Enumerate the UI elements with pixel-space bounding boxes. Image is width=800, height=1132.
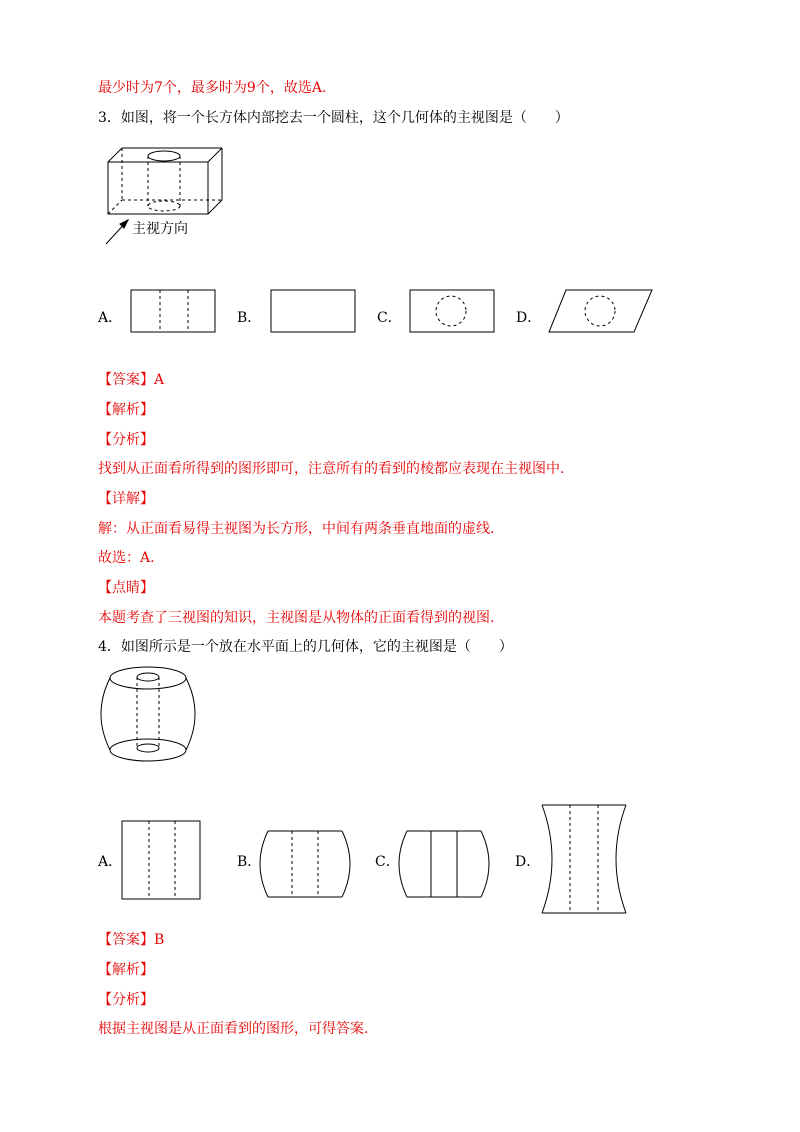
q3-fenxi-text: 找到从正面看所得到的图形即可，注意所有的看到的棱都应表现在主视图中. [98, 461, 565, 477]
view-direction-label: 主视方向 [132, 221, 188, 237]
q3-answer: 【答案】A [98, 372, 165, 388]
q4-fenxi-text: 根据主视图是从正面看到的图形，可得答案. [98, 1021, 369, 1037]
q3-option-b-label: B． [237, 310, 262, 326]
q4-option-d-label: D． [515, 854, 541, 870]
q4-option-c-figure [397, 830, 493, 900]
q3-option-c-figure [409, 289, 499, 335]
q3-xiangjie-tag: 【详解】 [98, 491, 154, 507]
q4-answer: 【答案】B [98, 932, 165, 948]
q3-option-c-label: C． [377, 310, 402, 326]
q3-option-a-label: A． [98, 310, 123, 326]
q4-analysis-tag: 【解析】 [98, 962, 154, 978]
q3-option-d-label: D． [516, 310, 542, 326]
q3-option-d-figure [548, 289, 658, 335]
q4-option-c-label: C． [375, 854, 400, 870]
q4-fenxi-tag: 【分析】 [98, 992, 154, 1008]
q4-option-a-label: A． [98, 854, 123, 870]
q4-option-b-figure [258, 830, 354, 900]
q2-conclusion: 最少时为7个，最多时为9个，故选A. [98, 80, 327, 96]
q3-fenxi-tag: 【分析】 [98, 432, 154, 448]
q4-barrel-figure [96, 664, 206, 764]
q3-option-a-figure [130, 289, 220, 335]
q3-analysis-tag: 【解析】 [98, 402, 154, 418]
q3-option-b-figure [270, 289, 360, 335]
q3-dianjing-tag: 【点睛】 [98, 580, 154, 596]
q4-option-a-figure [121, 820, 205, 904]
q4-option-b-label: B． [237, 854, 262, 870]
q3-stem: 3．如图，将一个长方体内部挖去一个圆柱，这个几何体的主视图是（ ） [98, 110, 569, 126]
q3-choice: 故选：A. [98, 550, 155, 566]
q3-xiangjie-text: 解：从正面看易得主视图为长方形，中间有两条垂直地面的虚线. [98, 521, 495, 537]
q3-dianjing-text: 本题考查了三视图的知识，主视图是从物体的正面看得到的视图. [98, 610, 495, 626]
q4-stem: 4．如图所示是一个放在水平面上的几何体，它的主视图是（ ） [98, 639, 513, 655]
q4-option-d-figure [538, 804, 634, 916]
